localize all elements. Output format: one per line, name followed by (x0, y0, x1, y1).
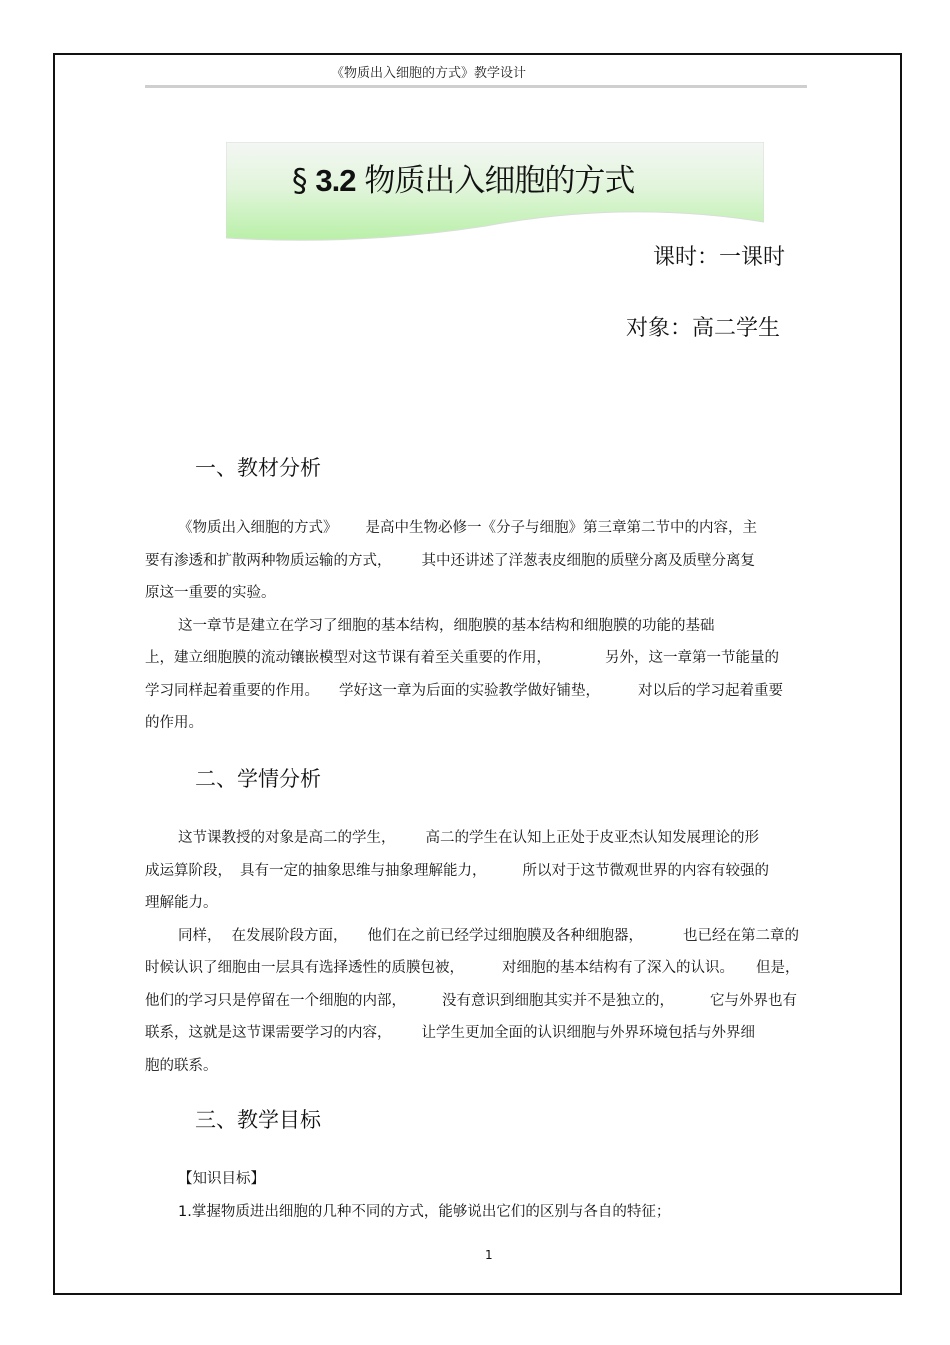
text-run: 这节课教授的对象是高二的学生， (178, 830, 396, 846)
period-label: 课时：一课时 (653, 245, 786, 270)
text-run: 让学生更加全面的认识细胞与外界环境包括与外界细 (421, 1025, 755, 1041)
text-run: 它与外界也有 (710, 992, 797, 1009)
text-run: 没有意识到细胞其实并不是独立的， (442, 992, 674, 1009)
text-run: 要有渗透和扩散两种物质运输的方式， (145, 552, 392, 569)
text-run: 同样， (178, 927, 222, 944)
text-run: 其中还讲述了洋葱表皮细胞的质壁分离及质壁分离复 (421, 552, 755, 569)
objective-item: 1.掌握物质进出细胞的几种不同的方式，能够说出它们的区别与各自的特征； (178, 1204, 671, 1220)
text-run: 学习同样起着重要的作用。 (145, 682, 319, 699)
text-run: 理解能力。 (145, 895, 218, 911)
text-run: 具有一定的抽象思维与抽象理解能力， (240, 862, 487, 879)
knowledge-objectives-label: 【知识目标】 (178, 1171, 265, 1187)
text-run: 这一章节是建立在学习了细胞的基本结构，细胞膜的基本结构和细胞膜的功能的基础 (178, 617, 715, 634)
text-run: 上，建立细胞膜的流动镶嵌模型对这节课有着至关重要的作用， (145, 650, 551, 666)
text-run: 对以后的学习起着重要 (638, 682, 783, 699)
text-run: 时候认识了细胞由一层具有选择透性的质膜包被， (145, 960, 464, 976)
section-number: 3.2 (315, 163, 356, 198)
running-header: 《物质出入细胞的方式》教学设计 (331, 66, 527, 81)
section-2-body (145, 822, 805, 1082)
text-run: 学好这一章为后面的实验教学做好铺垫， (339, 682, 600, 699)
text-run: 成运算阶段， (145, 862, 232, 879)
text-run: 胞的联系。 (145, 1057, 218, 1074)
document-title (292, 155, 634, 200)
header-rule (145, 85, 807, 88)
text-run: 所以对于这节微观世界的内容有较强的 (522, 862, 769, 879)
text-run: 但是， (756, 960, 800, 976)
text-run: 在发展阶段方面， (231, 927, 348, 944)
page-number: 1 (485, 1248, 493, 1262)
text-run: 是高中生物必修一《分子与细胞》第三章第二节中的内容，主 (365, 520, 757, 536)
section-mark: § (292, 163, 307, 199)
audience-label: 对象：高二学生 (626, 316, 781, 341)
text-run: 另外，这一章第一节能量的 (605, 650, 779, 666)
text-run: 对细胞的基本结构有了深入的认识。 (502, 960, 734, 976)
section-heading-2: 二、学情分析 (195, 767, 321, 791)
text-run: 原这一重要的实验。 (145, 585, 276, 601)
text-run: 他们在之前已经学过细胞膜及各种细胞器， (367, 927, 643, 944)
section-heading-1: 一、教材分析 (195, 456, 321, 480)
title-text: 物质出入细胞的方式 (364, 163, 635, 199)
section-heading-3: 三、教学目标 (195, 1108, 321, 1132)
text-run: 联系，这就是这节课需要学习的内容， (145, 1025, 392, 1041)
section-1-body (145, 512, 805, 740)
text-run: 高二的学生在认知上正处于皮亚杰认知发展理论的形 (425, 830, 759, 846)
text-run: 《物质出入细胞的方式》 (178, 520, 338, 536)
text-run: 的作用。 (145, 715, 203, 731)
text-run: 也已经在第二章的 (683, 927, 799, 944)
text-run: 他们的学习只是停留在一个细胞的内部， (145, 992, 406, 1009)
